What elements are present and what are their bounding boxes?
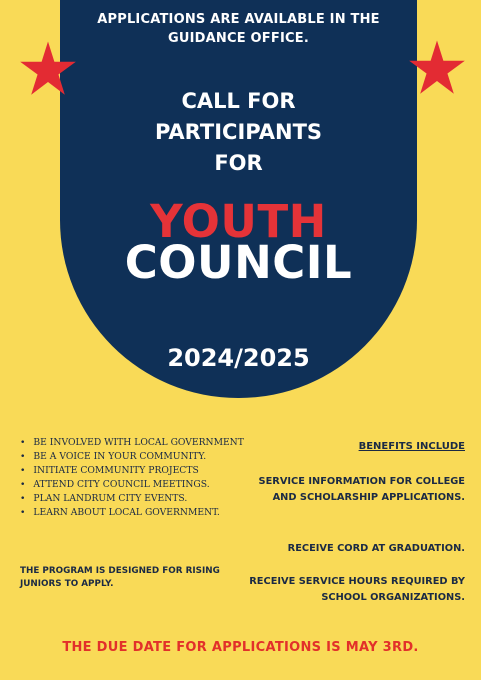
activities-list	[20, 436, 244, 520]
list-item: • ATTEND CITY COUNCIL MEETINGS.	[20, 478, 244, 492]
call-line: PARTICIPANTS	[154, 120, 323, 144]
benefit-item: SERVICE INFORMATION FOR COLLEGE AND SCHOLARSHIP APPLICATIONS.	[258, 476, 465, 503]
benefit-item: RECEIVE SERVICE HOURS REQUIRED BY SCHOOL ORGANIZATIONS.	[249, 576, 465, 603]
program-year: 2024/2025	[167, 344, 310, 372]
applications-note: APPLICATIONS ARE AVAILABLE IN THE GUIDANCE OFFICE.	[97, 12, 380, 46]
due-date-notice: THE DUE DATE FOR APPLICATIONS IS MAY 3RD.	[62, 640, 419, 655]
eligibility-note: THE PROGRAM IS DESIGNED FOR RISING JUNIORS TO APPLY.	[20, 566, 220, 589]
call-for-participants-heading	[60, 86, 417, 179]
call-line: FOR	[214, 151, 263, 175]
list-item: • PLAN LANDRUM CITY EVENTS.	[20, 492, 244, 506]
benefits-heading: BENEFITS INCLUDE	[358, 441, 465, 452]
list-item: • BE INVOLVED WITH LOCAL GOVERNMENT	[20, 436, 244, 450]
list-item: • INITIATE COMMUNITY PROJECTS	[20, 464, 244, 478]
list-item: • LEARN ABOUT LOCAL GOVERNMENT.	[20, 506, 244, 520]
title-youth: YOUTH	[150, 195, 327, 248]
call-line: CALL FOR	[181, 89, 296, 113]
title-council: COUNCIL	[124, 236, 353, 289]
benefit-item: RECEIVE CORD AT GRADUATION.	[287, 543, 465, 554]
list-item: • BE A VOICE IN YOUR COMMUNITY.	[20, 450, 244, 464]
